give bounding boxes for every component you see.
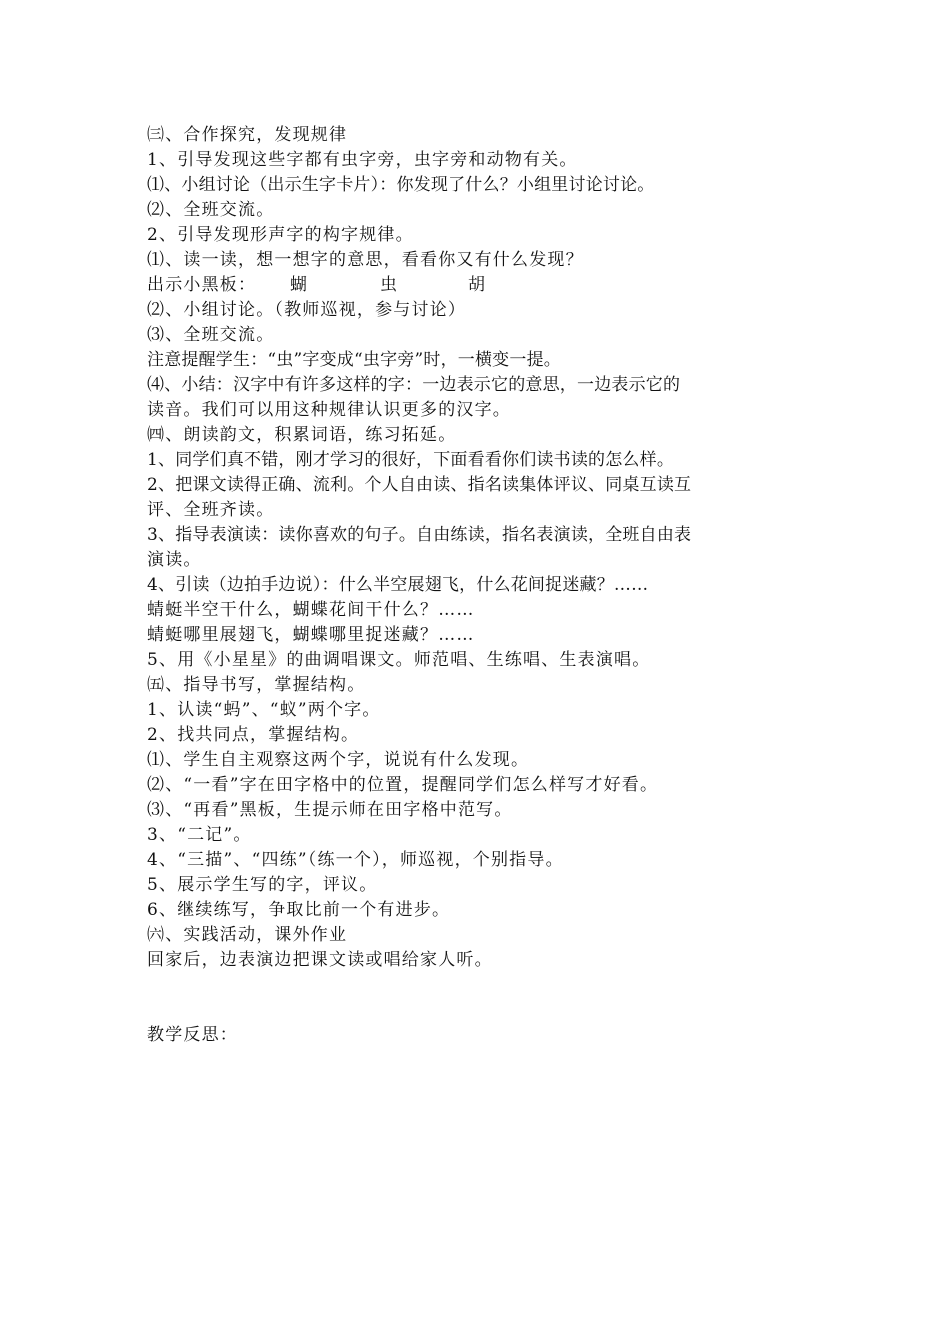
blackboard-label: 出示小黑板：	[147, 275, 257, 295]
text-line: 蜻蜓哪里展翅飞，蝴蝶哪里捉迷藏？……	[147, 625, 475, 645]
section-heading-6: ㈥、实践活动，课外作业	[147, 925, 348, 945]
text-line: 4、引读（边拍手边说）：什么半空展翅飞，什么花间捉迷藏？……	[147, 575, 649, 595]
text-line: 评、全班齐读。	[147, 500, 275, 520]
text-line: 5、展示学生写的字，评议。	[147, 875, 378, 895]
section-heading-4: ㈣、朗读韵文，积累词语，练习拓延。	[147, 425, 457, 445]
text-line: 1、引导发现这些字都有虫字旁，虫字旁和动物有关。	[147, 150, 578, 170]
text-line: ⑴、学生自主观察这两个字，说说有什么发现。	[147, 750, 530, 770]
text-line: 2、引导发现形声字的构字规律。	[147, 225, 414, 245]
blackboard-row	[147, 273, 817, 298]
text-line: 1、同学们真不错，刚才学习的很好，下面看看你们读书读的怎么样。	[147, 450, 675, 470]
text-line: 2、把课文读得正确、流利。个人自由读、指名读集体评议、同桌互读互	[147, 475, 692, 495]
text-line: ⑵、“一看”字在田字格中的位置，提醒同学们怎么样写才好看。	[147, 775, 659, 795]
blackboard-word: 虫	[380, 275, 399, 295]
text-line: 演读。	[147, 550, 202, 570]
text-line: 注意提醒学生：“虫”字变成“虫字旁”时，一横变一提。	[147, 350, 561, 370]
section-heading-5: ㈤、指导书写，掌握结构。	[147, 675, 366, 695]
blackboard-word: 蝴	[290, 275, 309, 295]
text-line: ⑵、小组讨论。（教师巡视，参与讨论）	[147, 300, 467, 320]
text-line: ⑴、小组讨论（出示生字卡片）：你发现了什么？小组里讨论讨论。	[147, 175, 655, 195]
text-line: ⑷、小结：汉字中有许多这样的字：一边表示它的意思，一边表示它的	[147, 375, 681, 395]
text-line: 回家后，边表演边把课文读或唱给家人听。	[147, 950, 493, 970]
teaching-reflection-label: 教学反思：	[147, 1025, 238, 1045]
text-line: ⑶、“再看”黑板，生提示师在田字格中范写。	[147, 800, 513, 820]
text-line: 4、“三描”、“四练”（练一个），师巡视，个别指导。	[147, 850, 564, 870]
text-line: 6、继续练写，争取比前一个有进步。	[147, 900, 451, 920]
text-line: ⑶、全班交流。	[147, 325, 275, 345]
lesson-plan-body	[147, 123, 817, 973]
text-line: ⑴、读一读，想一想字的意思，看看你又有什么发现？	[147, 250, 584, 270]
blackboard-word: 胡	[468, 275, 487, 295]
text-line: 蜻蜓半空干什么，蝴蝶花间干什么？……	[147, 600, 475, 620]
text-line: 2、找共同点，掌握结构。	[147, 725, 360, 745]
text-line: 读音。我们可以用这种规律认识更多的汉字。	[147, 400, 511, 420]
text-line: 5、用《小星星》的曲调唱课文。师范唱、生练唱、生表演唱。	[147, 650, 651, 670]
text-line: 1、认读“蚂”、“蚁”两个字。	[147, 700, 381, 720]
text-line: ⑵、全班交流。	[147, 200, 275, 220]
section-heading-3: ㈢、合作探究，发现规律	[147, 125, 348, 145]
text-line: 3、“二记”。	[147, 825, 252, 845]
text-line: 3、指导表演读：读你喜欢的句子。自由练读，指名表演读，全班自由表	[147, 525, 692, 545]
